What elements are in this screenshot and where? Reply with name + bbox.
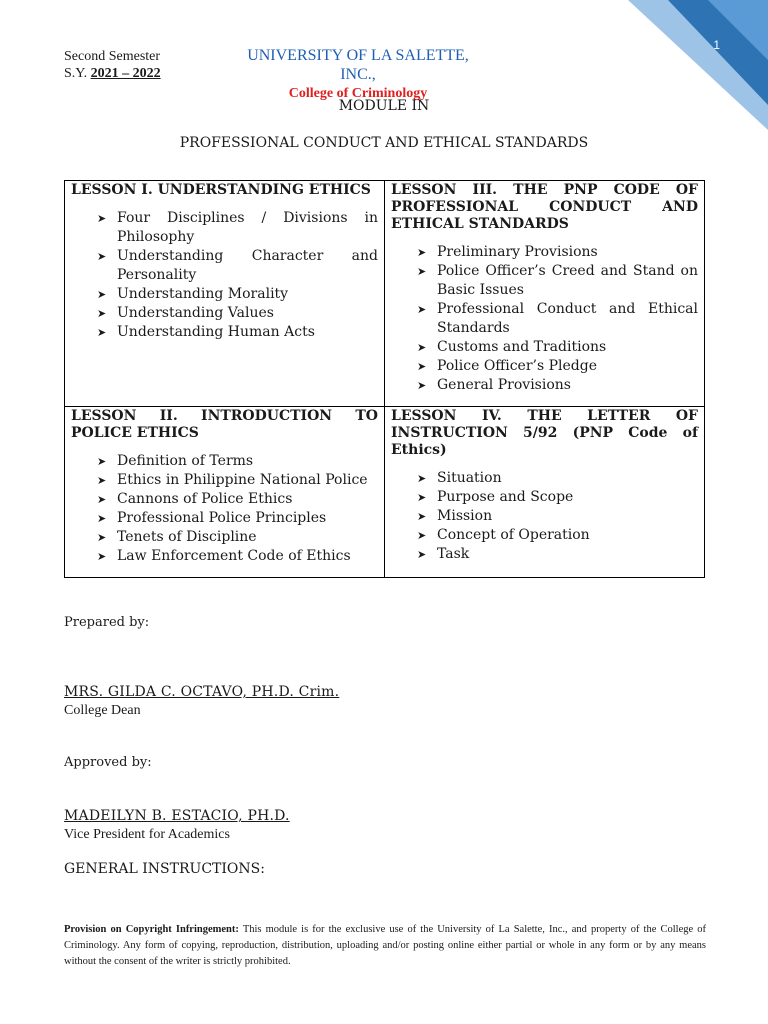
copyright-text: This module is for the exclusive use of the University of La Salette, Inc., and property of the College of Criminology. Any form of copying, reproduction, distribution, uploading and/or posting online either partial or whole in any form or by any means without the consent of the writer is strictly prohibited. (64, 924, 706, 967)
lesson-cell (385, 407, 705, 578)
approver-name: MADEILYN B. ESTACIO, PH.D. (64, 808, 290, 824)
topic-text: Police Officer’s Pledge (437, 358, 598, 374)
topic-text: Professional Police Principles (117, 510, 327, 526)
school-year-label: S.Y. (64, 66, 88, 81)
school-year-value: 2021 – 2022 (90, 66, 161, 81)
topic-text: Police Officer’s Creed and Stand on Basic Issues (437, 263, 698, 298)
lesson-title: LESSON III. THE PNP CODE OF PROFESSIONAL CONDUCT AND ETHICAL STANDARDS (391, 182, 698, 232)
topic-text: Mission (437, 508, 493, 524)
list-item (97, 490, 378, 509)
lesson-topic-list (391, 469, 698, 564)
topic-text: Cannons of Police Ethics (117, 491, 293, 507)
topic-text: Task (437, 546, 470, 562)
topic-text: Understanding Morality (117, 286, 289, 302)
topic-text: Tenets of Discipline (117, 529, 257, 545)
approved-by-label: Approved by: (64, 755, 152, 770)
list-item (97, 452, 378, 471)
topic-text: Customs and Traditions (437, 339, 607, 355)
arrowhead-bullet-icon: ➤ (97, 512, 107, 525)
copyright-notice (64, 922, 706, 970)
lesson-title: LESSON I. UNDERSTANDING ETHICS (71, 182, 371, 198)
list-item (97, 209, 378, 247)
arrowhead-bullet-icon: ➤ (97, 326, 107, 339)
prepared-by-label: Prepared by: (64, 615, 150, 630)
list-item (417, 469, 698, 488)
list-item (97, 547, 378, 566)
semester-block (64, 48, 161, 82)
list-item (97, 528, 378, 547)
module-label: MODULE IN (338, 98, 430, 114)
arrowhead-bullet-icon: ➤ (417, 491, 427, 504)
list-item (417, 243, 698, 262)
semester-label: Second Semester (64, 49, 161, 64)
arrowhead-bullet-icon: ➤ (417, 360, 427, 373)
topic-text: Ethics in Philippine National Police (117, 472, 368, 488)
list-item (417, 526, 698, 545)
arrowhead-bullet-icon: ➤ (97, 212, 107, 225)
university-name: UNIVERSITY OF LA SALETTE, INC., (247, 47, 469, 83)
arrowhead-bullet-icon: ➤ (417, 341, 427, 354)
list-item (417, 262, 698, 300)
copyright-label: Provision on Copyright Infringement: (64, 924, 239, 935)
lesson-topic-list (391, 243, 698, 395)
arrowhead-bullet-icon: ➤ (417, 379, 427, 392)
arrowhead-bullet-icon: ➤ (97, 550, 107, 563)
college-name: College of Criminology (288, 86, 428, 101)
list-item (97, 247, 378, 285)
topic-text: Concept of Operation (437, 527, 590, 543)
arrowhead-bullet-icon: ➤ (417, 303, 427, 316)
lesson-topic-list (71, 209, 378, 342)
lessons-table (64, 180, 705, 578)
arrowhead-bullet-icon: ➤ (417, 510, 427, 523)
preparer-name: MRS. GILDA C. OCTAVO, PH.D. Crim. (64, 684, 340, 700)
topic-text: Situation (437, 470, 502, 486)
arrowhead-bullet-icon: ➤ (417, 265, 427, 278)
arrowhead-bullet-icon: ➤ (417, 472, 427, 485)
topic-text: Definition of Terms (117, 453, 254, 469)
list-item (97, 304, 378, 323)
lesson-title: LESSON IV. THE LETTER OF INSTRUCTION 5/92 (PNP Code of Ethics) (391, 408, 698, 458)
topic-text: Preliminary Provisions (437, 244, 598, 260)
list-item (417, 300, 698, 338)
preparer-position: College Dean (64, 703, 141, 718)
lesson-cell (65, 407, 385, 578)
lesson-topic-list (71, 452, 378, 566)
list-item (417, 357, 698, 376)
topic-text: General Provisions (437, 377, 571, 393)
arrowhead-bullet-icon: ➤ (97, 288, 107, 301)
topic-text: Professional Conduct and Ethical Standards (437, 301, 698, 336)
lesson-cell (385, 181, 705, 407)
arrowhead-bullet-icon: ➤ (97, 455, 107, 468)
arrowhead-bullet-icon: ➤ (97, 250, 107, 263)
topic-text: Four Disciplines / Divisions in Philosophy (117, 210, 378, 245)
arrowhead-bullet-icon: ➤ (97, 474, 107, 487)
topic-text: Understanding Human Acts (117, 324, 315, 340)
general-instructions-heading: GENERAL INSTRUCTIONS: (64, 861, 265, 877)
lesson-title: LESSON II. INTRODUCTION TO POLICE ETHICS (71, 408, 378, 441)
list-item (417, 545, 698, 564)
course-title: PROFESSIONAL CONDUCT AND ETHICAL STANDARDS (179, 135, 589, 151)
topic-text: Purpose and Scope (437, 489, 574, 505)
institution-header (228, 46, 488, 103)
approver-position: Vice President for Academics (64, 827, 230, 842)
topic-text: Understanding Values (117, 305, 274, 321)
topic-text: Law Enforcement Code of Ethics (117, 548, 351, 564)
list-item (417, 338, 698, 357)
list-item (417, 376, 698, 395)
list-item (97, 323, 378, 342)
arrowhead-bullet-icon: ➤ (417, 529, 427, 542)
arrowhead-bullet-icon: ➤ (97, 493, 107, 506)
list-item (417, 507, 698, 526)
list-item (97, 471, 378, 490)
list-item (417, 488, 698, 507)
list-item (97, 509, 378, 528)
topic-text: Understanding Character and Personality (117, 248, 378, 283)
arrowhead-bullet-icon: ➤ (417, 246, 427, 259)
school-year (64, 65, 161, 82)
arrowhead-bullet-icon: ➤ (417, 548, 427, 561)
lesson-cell (65, 181, 385, 407)
list-item (97, 285, 378, 304)
arrowhead-bullet-icon: ➤ (97, 531, 107, 544)
arrowhead-bullet-icon: ➤ (97, 307, 107, 320)
page-number: 1 (713, 38, 720, 52)
